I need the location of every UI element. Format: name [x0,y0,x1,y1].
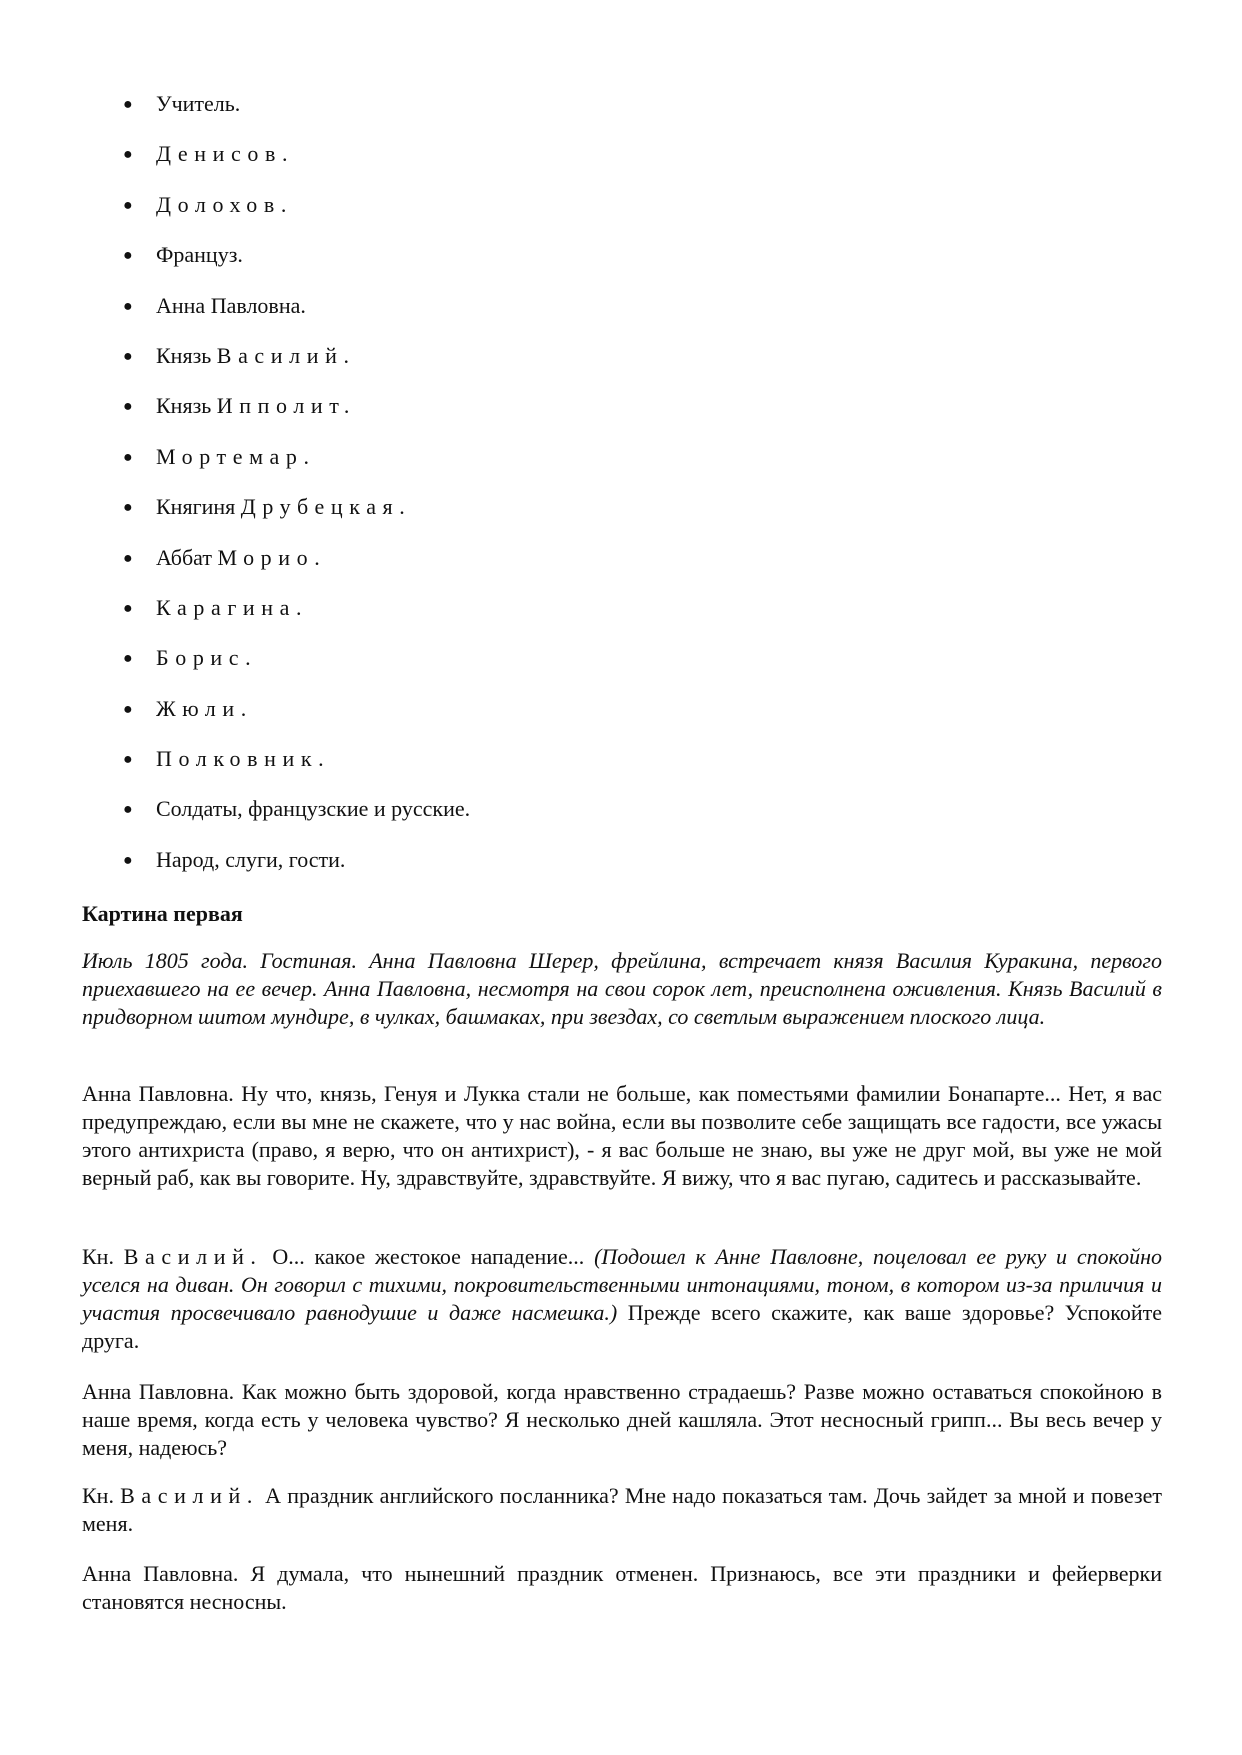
cast-name: Борис. [156,645,258,671]
cast-name: Учитель. [156,91,241,116]
cast-name: Долохов. [156,191,293,217]
dialogue-paragraph [82,1482,1162,1538]
list-item [82,392,1162,442]
speaker-name: Василий. [123,1244,263,1269]
cast-name: Анна Павловна. [156,292,306,318]
list-item [82,594,1162,644]
bullet-icon: ● [123,196,133,214]
list-item [82,90,1162,140]
cast-name: Полковник. [156,746,331,772]
list-item [82,140,1162,190]
speaker-name: Анна Павловна. [82,1379,235,1404]
dialogue-paragraph [82,1243,1162,1355]
cast-name: Солдаты, французские и русские. [156,796,471,822]
bullet-icon: ● [123,650,133,668]
cast-name: Ипполит. [216,393,356,419]
list-item [82,342,1162,392]
cast-name: Жюли. [156,695,253,721]
cast-name: Народ, слуги, гости. [156,846,346,872]
list-item [82,443,1162,493]
speaker-name: Анна Павловна. [82,1081,234,1106]
bullet-icon: ● [123,347,133,365]
cast-name: Друбецкая. [240,494,412,520]
dialogue-paragraph [82,1378,1162,1462]
cast-prefix: Князь [156,342,217,368]
bullet-icon: ● [123,146,133,164]
speaker-name: Василий. [120,1483,259,1508]
dialogue-text-after: Прежде всего скажите, как ваше здоровье? Успокойте друга. [82,1300,1163,1353]
dialogue-text: Ну что, князь, Генуя и Лукка стали не больше, как поместьями фамилии Бонапарте... Нет, я вас предупреждаю, если вы мне не скажете, что у нас война, если вы позволите себе защищать все гадости, все ужасы этого антихриста (право, я верю, что он антихрист), - я вас больше не знаю, вы уже не друг мой, вы уже не мой верный раб, как вы говорите. Ну, здравствуйте, здравствуйте. Я вижу, что я вас пугаю, садитесь и рассказывайте. [82,1081,1162,1190]
list-item [82,191,1162,241]
speaker-prefix: Кн. [82,1483,121,1508]
bullet-icon: ● [123,297,133,315]
inline-stage-direction: (Подошел к Анне Павловне, поцеловал ее руку и спокойно уселся на диван. Он говорил с тихими, покровительственными интонациями, тоном, в котором из-за приличия и участия просвечивало равнодушие и даже насмешка.) [82,1244,1162,1325]
list-item [82,493,1162,543]
dialogue-paragraph [82,1560,1162,1616]
speaker-prefix: Кн. [82,1244,124,1269]
bullet-icon: ● [123,448,133,466]
bullet-icon: ● [123,851,133,869]
cast-name: Морио. [217,544,327,570]
list-item [82,241,1162,291]
dialogue-text: Как можно быть здоровой, когда нравственно страдаешь? Разве можно оставаться спокойною в наше время, когда есть у человека чувство? Я несколько дней кашляла. Этот несносный грипп... Вы весь вечер у меня, надеюсь? [82,1379,1162,1460]
dialogue-text: О... какое жестокое нападение... [262,1244,595,1269]
cast-name: Василий. [216,342,356,368]
bullet-icon: ● [123,549,133,567]
cast-name: Француз. [156,242,243,268]
cast-name: Мортемар. [156,443,316,469]
bullet-icon: ● [123,599,133,617]
cast-name: Карагина. [156,594,309,620]
bullet-icon: ● [123,751,133,769]
list-item [82,644,1162,694]
bullet-icon: ● [123,96,133,113]
list-item [82,544,1162,594]
speaker-name: Анна Павловна. [82,1561,239,1586]
bullet-icon: ● [123,801,133,819]
cast-prefix: Аббат [156,544,218,570]
cast-prefix: Княгиня [156,494,241,520]
list-item [82,795,1162,845]
list-item [82,292,1162,342]
list-item [82,695,1162,745]
scene-title: Картина первая [82,901,243,926]
bullet-icon: ● [123,398,133,416]
bullet-icon: ● [123,247,133,265]
bullet-icon: ● [123,700,133,718]
bullet-icon: ● [123,499,133,517]
cast-name: Денисов. [156,141,295,167]
cast-prefix: Князь [156,393,217,419]
cast-list [82,90,1162,896]
list-item [82,745,1162,795]
dialogue-paragraph [82,1080,1162,1192]
list-item [82,846,1162,896]
stage-direction: Июль 1805 года. Гостиная. Анна Павловна Шерер, фрейлина, встречает князя Василия Куракина, первого приехавшего на ее вечер. Анна Павловна, несмотря на свои сорок лет, преисполнена оживления. Князь Василий в придворном шитом мундире, в чулках, башмаках, при звездах, со светлым выражением плоского лица. [82,948,1162,1029]
dialogue-text: А праздник английского посланника? Мне надо показаться там. Дочь зайдет за мной и повезет меня. [82,1483,1162,1536]
dialogue-text: Я думала, что нынешний праздник отменен. Признаюсь, все эти праздники и фейерверки становятся несносны. [82,1561,1163,1614]
